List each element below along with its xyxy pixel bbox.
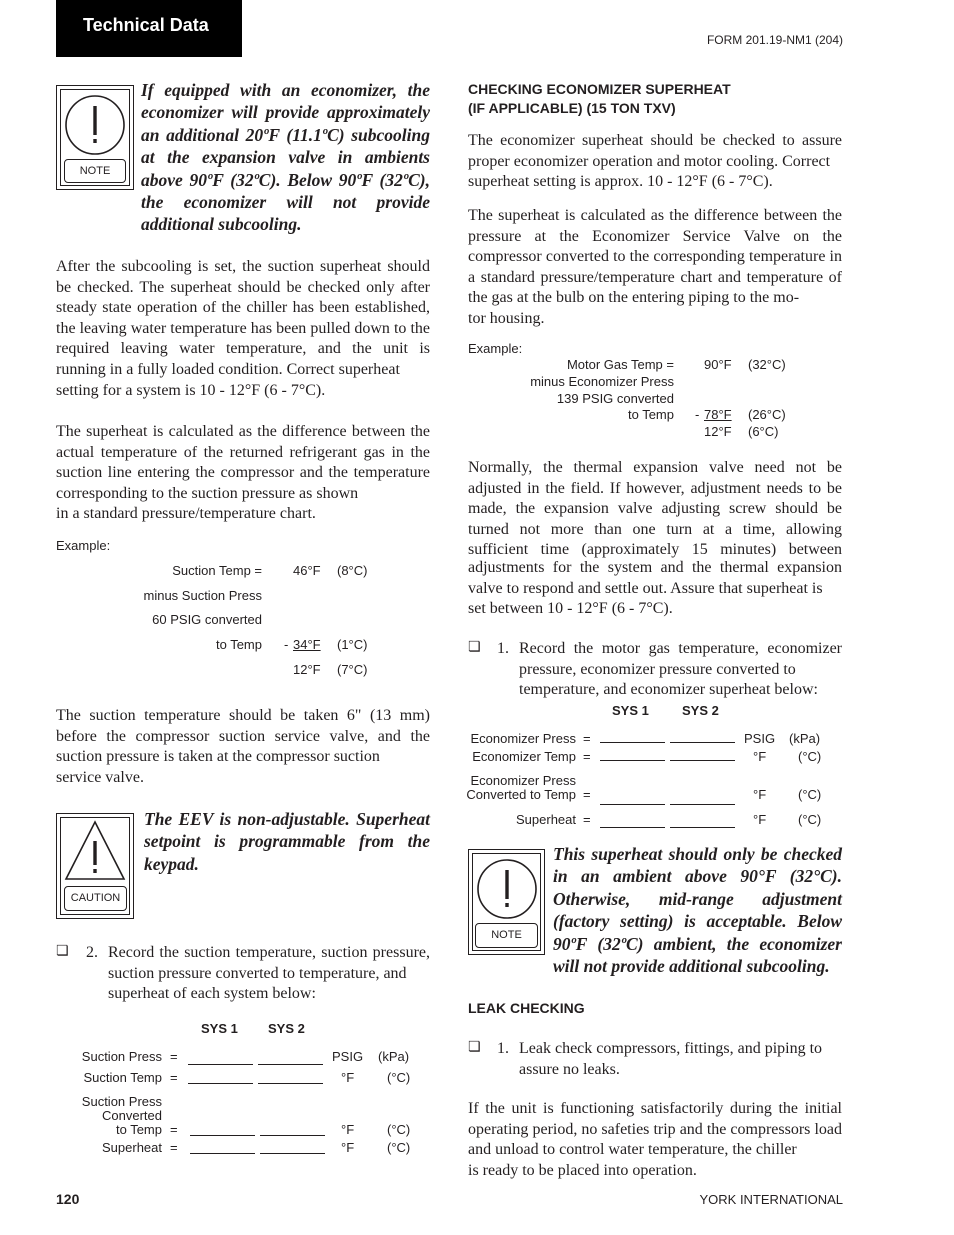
company-name: YORK INTERNATIONAL xyxy=(699,1192,843,1207)
sys1-superheat-field[interactable] xyxy=(190,1153,255,1154)
page-number: 120 xyxy=(56,1191,80,1207)
sys1-converted-temp-field[interactable] xyxy=(190,1135,255,1136)
note-text: If equipped with an economizer, the economizer will provide approximately an additional 20ºF (11.1ºC) subcooling at the expansion valve in ambients above 90ºF (32ºC). Below 90ºF (32ºC), the economizer will not provide additional subcooling. xyxy=(141,80,430,235)
step-text-last-line: superheat of each system below: xyxy=(108,985,316,1003)
metric-unit-label: (°C) xyxy=(387,1122,411,1137)
caution-icon xyxy=(56,813,134,919)
equals-sign: = xyxy=(583,812,591,827)
metric-unit-label: (°C) xyxy=(798,787,822,802)
paragraph-text: The economizer superheat should be checked to assure proper economizer operation and motor cooling. Correct xyxy=(468,132,842,170)
field-label: Converted xyxy=(102,1108,162,1123)
section-heading: (IF APPLICABLE) (15 TON TXV) xyxy=(468,100,676,116)
unit-label: °F xyxy=(341,1122,355,1137)
field-label: Economizer Press xyxy=(470,731,576,746)
paragraph xyxy=(468,558,842,620)
unit-label: PSIG xyxy=(744,731,776,746)
paragraph xyxy=(468,131,842,193)
paragraph-last-line: setting for a system is 10 - 12°F (6 - 7°C). xyxy=(56,381,326,399)
unit-label: °F xyxy=(753,749,767,764)
metric-unit-label: (°C) xyxy=(798,749,822,764)
field-label: Superheat xyxy=(102,1140,162,1155)
example-label-line: 60 PSIG converted xyxy=(152,612,262,627)
step-text xyxy=(108,943,430,1005)
example-value-f: 78°F xyxy=(704,407,732,422)
paragraph-text: After the subcooling is set, the suction superheat should be checked. The superheat should be checked only after steady state operation of the chiller has been established, the leaving water temperature has been pulled down to the required leaving water temperature, and the unit is running in a fully loaded condition. Correct superheat xyxy=(56,258,430,378)
step-text-last-line: assure no leaks. xyxy=(519,1060,620,1078)
paragraph-last-line: set between 10 - 12°F (6 - 7°C). xyxy=(468,600,673,618)
unit-label: °F xyxy=(341,1070,355,1085)
equals-sign: = xyxy=(583,749,591,764)
example-value-f: 46°F xyxy=(293,563,321,578)
metric-unit-label: (°C) xyxy=(798,812,822,827)
field-label: Economizer Press xyxy=(470,773,576,788)
example-result-c: (6°C) xyxy=(748,424,779,439)
paragraph-text: The suction temperature should be taken 6" (13 mm) before the compressor suction service valve, and the suction pressure is taken at the compressor suction xyxy=(56,707,430,766)
paragraph-text: The superheat is calculated as the difference between the pressure at the Economizer Service Valve on the compressor converted to the corresponding temperature in a standard pressure/temperature chart and temperature of the gas at the bulb on the entering piping to the mo- xyxy=(468,207,842,307)
equals-sign: = xyxy=(583,731,591,746)
paragraph xyxy=(56,257,430,401)
example-label-line: Suction Temp = xyxy=(172,563,262,578)
paragraph xyxy=(56,706,430,788)
paragraph-last-line: is ready to be placed into operation. xyxy=(468,1161,697,1179)
step-text-body: Leak check compressors, fittings, and piping to xyxy=(519,1040,823,1057)
example-label: Example: xyxy=(56,538,111,553)
example-value-c: (8°C) xyxy=(337,563,368,578)
example-minus: - xyxy=(284,637,289,652)
metric-unit-label: (°C) xyxy=(387,1070,411,1085)
equals-sign: = xyxy=(170,1070,178,1085)
step-number: 1. xyxy=(497,1040,509,1057)
paragraph-last-line: in a standard pressure/temperature chart. xyxy=(56,505,316,523)
metric-unit-label: (kPa) xyxy=(378,1049,410,1064)
field-label: Suction Press xyxy=(81,1094,162,1109)
paragraph xyxy=(468,206,842,330)
note-label: NOTE xyxy=(64,159,126,183)
step-text xyxy=(519,1039,842,1080)
section-heading: LEAK CHECKING xyxy=(468,1000,585,1016)
paragraph-last-line: tor housing. xyxy=(468,309,545,327)
example-result-c: (7°C) xyxy=(337,662,368,677)
note-text: This superheat should only be checked in an ambient above 90°F (32°C). Otherwise, mid-range adjustment (factory setting) is acceptable. Below 90ºF (32ºC) ambient, the economizer will not provide additional subcooling. xyxy=(553,844,842,977)
equals-sign: = xyxy=(583,787,591,802)
unit-label: PSIG xyxy=(332,1049,364,1064)
equals-sign: = xyxy=(170,1049,178,1064)
field-label: Suction Press xyxy=(81,1049,162,1064)
sys1-suction-press-field[interactable] xyxy=(188,1064,253,1065)
sys2-superheat-field[interactable] xyxy=(260,1153,325,1154)
paragraph-last-line: service valve. xyxy=(56,768,144,786)
sys1-superheat-field[interactable] xyxy=(600,827,665,828)
paragraph-text: The superheat is calculated as the difference between the actual temperature of the returned refrigerant gas in the suction line entering the compressor and the temperature corresponding to the suction pressure as shown xyxy=(56,423,430,502)
sys1-economizer-press-field[interactable] xyxy=(600,742,665,743)
field-label: Converted to Temp xyxy=(466,787,576,802)
paragraph-text: adjustments for the system and the thermal expansion valve to respond and settle out. Assure that superheat is xyxy=(468,559,842,597)
step-number: 2. xyxy=(86,944,98,961)
sys1-header: SYS 1 xyxy=(201,1021,238,1036)
paragraph xyxy=(468,1099,842,1181)
section-tab: Technical Data xyxy=(56,0,242,57)
unit-label: °F xyxy=(753,812,767,827)
paragraph-text: If the unit is functioning satisfactorily during the initial operating period, no safeties trip and the compressors load and unload to control water temperature, the chiller xyxy=(468,1100,842,1159)
paragraph: Normally, the thermal expansion valve need not be adjusted in the field. If however, adjustment needs to be made, the expansion valve adjusting screw should be turned not more than one turn at a time, allowing sufficient time (approximately 15 minutes) between xyxy=(468,459,842,559)
note-label: NOTE xyxy=(475,923,538,948)
example-label-line: minus Suction Press xyxy=(143,588,262,603)
sys2-header: SYS 2 xyxy=(682,703,719,718)
note-icon xyxy=(56,85,134,190)
unit-label: °F xyxy=(341,1140,355,1155)
sys2-converted-temp-field[interactable] xyxy=(260,1135,325,1136)
example-label: Example: xyxy=(468,341,523,356)
sys2-header: SYS 2 xyxy=(268,1021,305,1036)
checkbox-icon[interactable]: ❏ xyxy=(468,1039,481,1055)
paragraph-last-line: superheat setting is approx. 10 - 12°F (6 - 7°C). xyxy=(468,173,773,191)
equals-sign: = xyxy=(170,1122,178,1137)
sys1-converted-temp-field[interactable] xyxy=(600,804,665,805)
sys2-economizer-temp-field[interactable] xyxy=(670,760,735,761)
example-result-f: 12°F xyxy=(704,424,732,439)
metric-unit-label: (°C) xyxy=(387,1140,411,1155)
sys1-economizer-temp-field[interactable] xyxy=(600,760,665,761)
metric-unit-label: (kPa) xyxy=(789,731,821,746)
equals-sign: = xyxy=(170,1140,178,1155)
exclamation-icon xyxy=(475,857,539,921)
note-icon xyxy=(468,849,545,955)
paragraph xyxy=(56,422,430,525)
form-number: FORM 201.19-NM1 (204) xyxy=(706,33,843,47)
step-text-body: Record the suction temperature, suction pressure, suction pressure converted to temperature, and xyxy=(108,944,430,982)
example-result-f: 12°F xyxy=(293,662,321,677)
unit-label: °F xyxy=(753,787,767,802)
step-number: 1. xyxy=(497,640,509,657)
caution-label: CAUTION xyxy=(64,886,127,911)
field-label: Superheat xyxy=(516,812,576,827)
example-label-line: 139 PSIG converted xyxy=(556,391,674,406)
exclamation-icon xyxy=(63,93,127,157)
example-label-line: to Temp xyxy=(215,637,262,652)
example-value-c: (1°C) xyxy=(337,637,368,652)
example-label-line: minus Economizer Press xyxy=(530,374,674,389)
warning-triangle-icon xyxy=(63,819,127,883)
example-minus: - xyxy=(695,407,700,422)
field-label: to Temp xyxy=(115,1122,162,1137)
checkbox-icon[interactable]: ❏ xyxy=(468,639,481,655)
sys2-suction-press-field[interactable] xyxy=(258,1064,323,1065)
example-value-f: 34°F xyxy=(293,637,321,652)
sys2-suction-temp-field[interactable] xyxy=(258,1083,323,1084)
example-value-c: (26°C) xyxy=(748,407,786,422)
example-label-line: Motor Gas Temp = xyxy=(566,357,674,372)
example-value-c: (32°C) xyxy=(748,357,786,372)
sys2-economizer-press-field[interactable] xyxy=(670,742,735,743)
example-label-line: to Temp xyxy=(627,407,674,422)
sys1-header: SYS 1 xyxy=(612,703,649,718)
step-text xyxy=(519,639,842,701)
sys2-converted-temp-field[interactable] xyxy=(670,804,735,805)
caution-text: The EEV is non-adjustable. Superheat setpoint is programmable from the keypad. xyxy=(144,809,430,874)
field-label: Economizer Temp xyxy=(472,749,576,764)
sys2-superheat-field[interactable] xyxy=(670,827,735,828)
checkbox-icon[interactable]: ❏ xyxy=(56,943,69,959)
example-value-f: 90°F xyxy=(704,357,732,372)
section-heading: CHECKING ECONOMIZER SUPERHEAT xyxy=(468,81,731,97)
field-label: Suction Temp xyxy=(83,1070,162,1085)
step-text-last-line: temperature, and economizer superheat below: xyxy=(519,681,818,699)
sys1-suction-temp-field[interactable] xyxy=(188,1083,253,1084)
step-text-body: Record the motor gas temperature, economizer pressure, economizer pressure converted to xyxy=(519,640,842,678)
